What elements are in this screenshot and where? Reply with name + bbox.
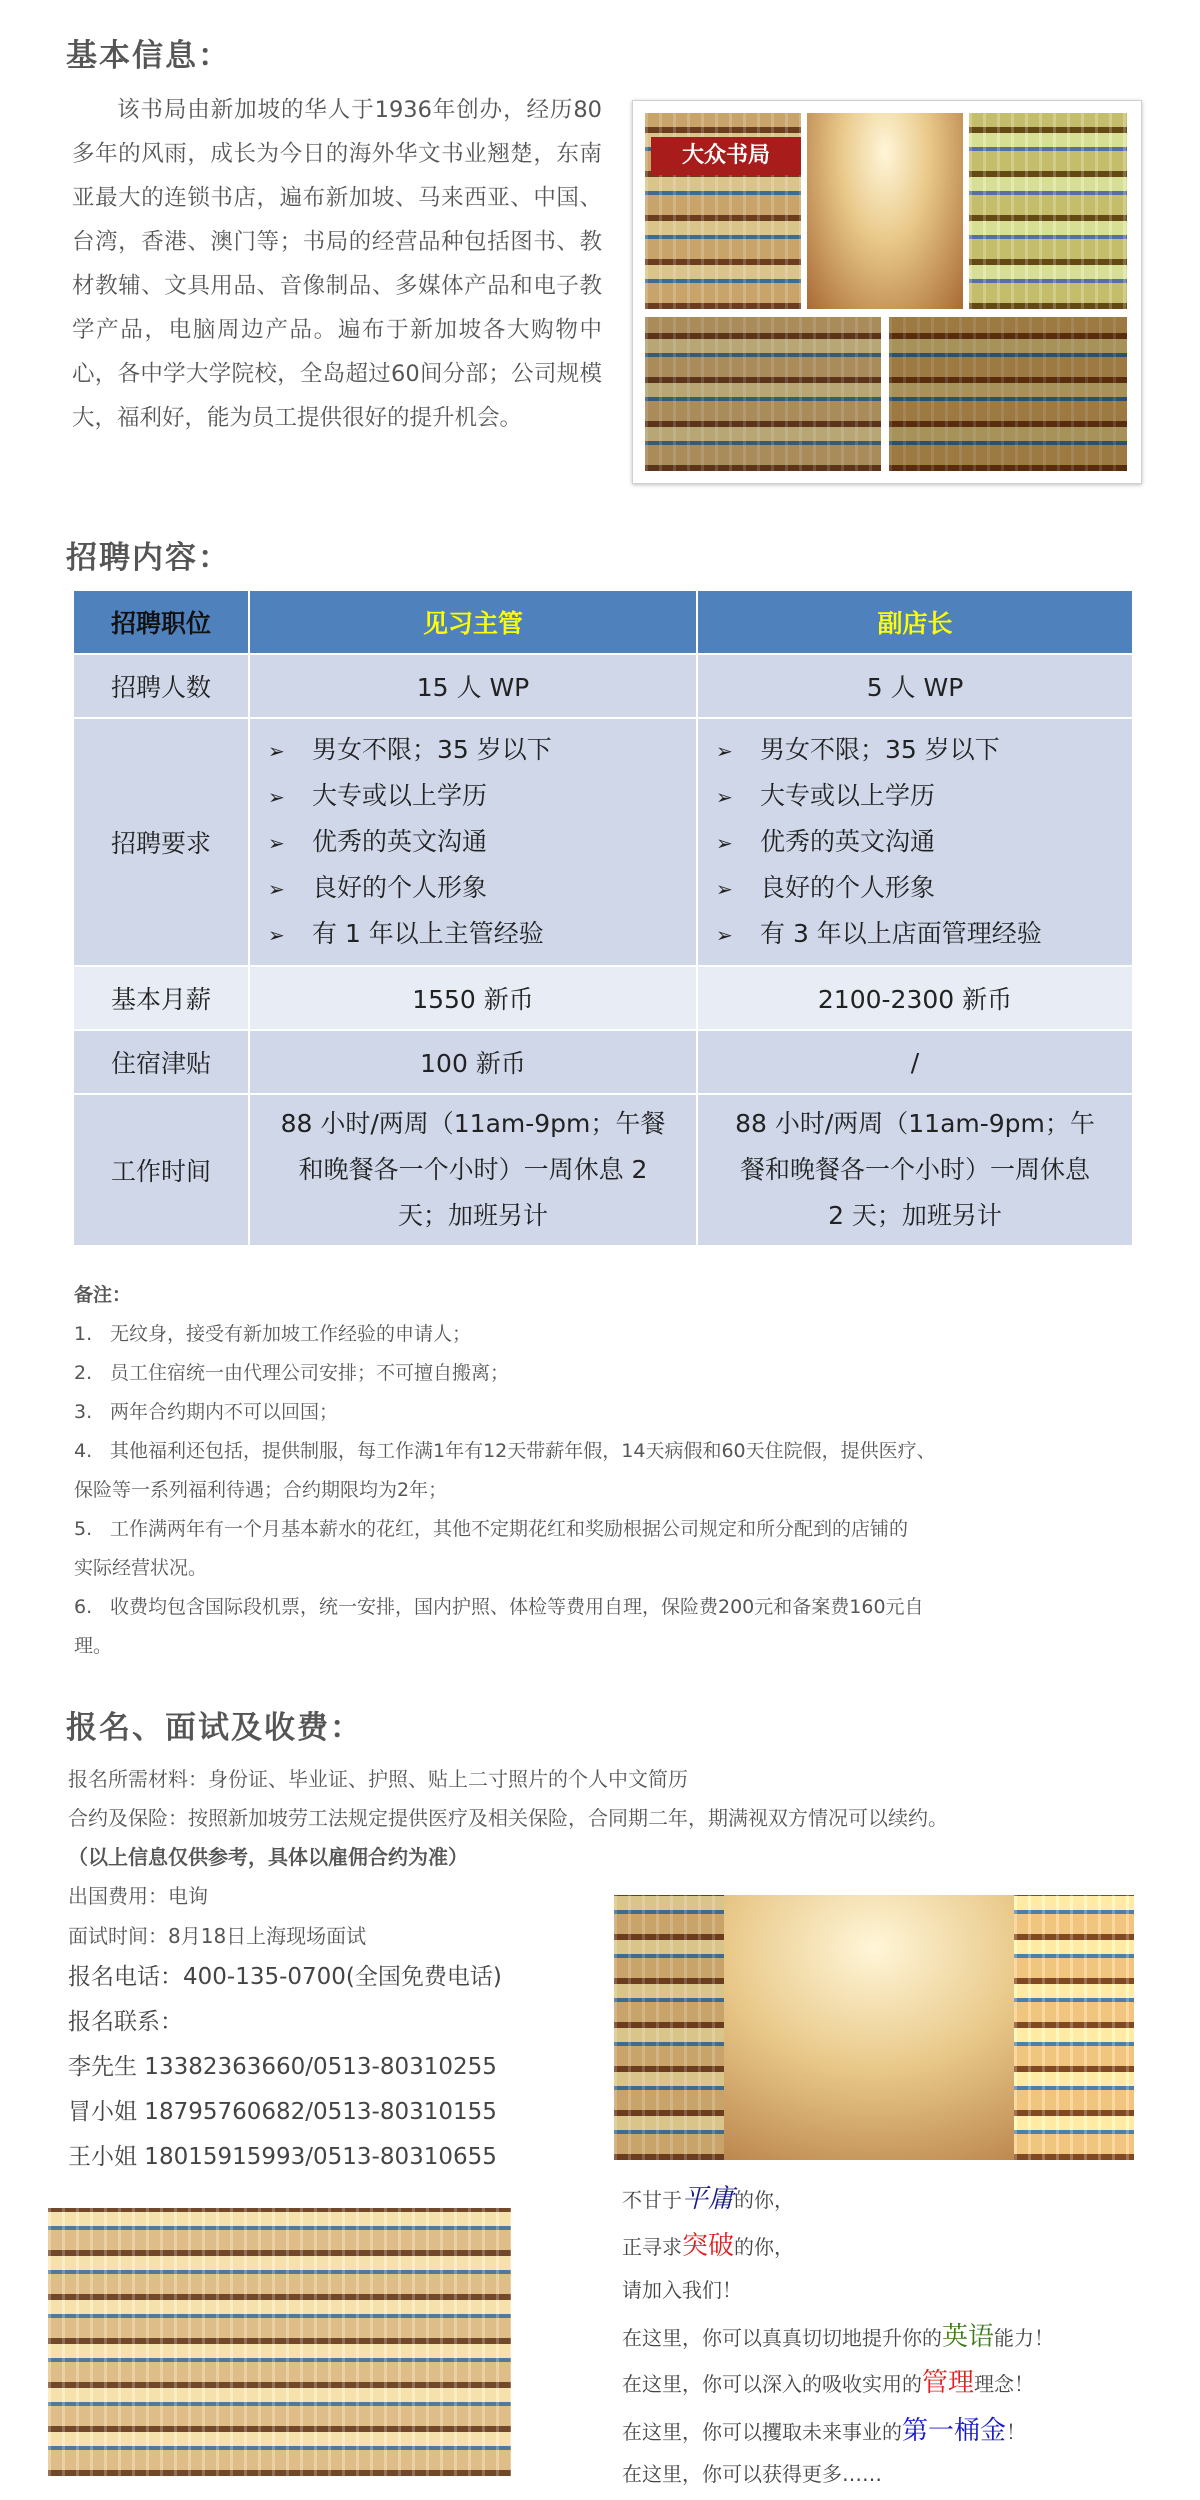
section-title-basic-info: 基本信息：	[66, 38, 231, 74]
list-item: 4. 其他福利还包括，提供制服，每工作满1年有12天带薪年假，14天病假和60天住院假，提供医疗、	[74, 1440, 936, 1462]
table-row-hours	[74, 1095, 1132, 1245]
list-item: ➢ 男女不限；35 岁以下	[268, 727, 696, 773]
slogan-line: 在这里，你可以真真切切地提升你的英语能力！	[622, 2322, 1055, 2352]
table-row-salary	[74, 967, 1132, 1029]
list-item: ➢ 优秀的英文沟通	[716, 819, 1132, 865]
apply-contact-title: 报名联系：	[68, 2009, 183, 2035]
slogan-line: 请加入我们！	[622, 2278, 742, 2302]
list-item: ➢ 优秀的英文沟通	[268, 819, 696, 865]
list-item: ➢ 大专或以上学历	[268, 773, 696, 819]
table-cell: 88 小时/两周（11am-9pm；午 餐和晚餐各一个小时）一周休息 2 天；加班另计	[698, 1095, 1132, 1245]
arrow-bullet-icon: ➢	[268, 877, 285, 901]
notes-title: 备注：	[74, 1284, 132, 1306]
store-photo-collage	[632, 100, 1142, 484]
arrow-bullet-icon: ➢	[716, 831, 733, 855]
requirements-list-a	[250, 719, 696, 965]
apply-cost: 出国费用：电询	[68, 1884, 208, 1908]
store-photo-2	[807, 113, 963, 309]
table-cell: 1550 新币	[250, 967, 696, 1029]
arrow-bullet-icon: ➢	[716, 923, 733, 947]
store-sign-logo: 大众书局	[651, 137, 801, 175]
contact-item: 王小姐 18015915993/0513-80310655	[68, 2144, 497, 2170]
list-item: ➢ 良好的个人形象	[268, 865, 696, 911]
slogan-line: 不甘于平庸的你，	[622, 2184, 795, 2214]
table-cell: 5 人 WP	[698, 655, 1132, 717]
section-title-apply: 报名、面试及收费：	[66, 1710, 363, 1746]
table-row-count	[74, 655, 1132, 717]
table-row-requirements	[74, 719, 1132, 965]
store-photo-1	[645, 113, 801, 309]
store-interior-photo	[614, 1895, 1134, 2160]
table-header-row	[74, 591, 1132, 653]
contact-item: 李先生 13382363660/0513-80310255	[68, 2054, 497, 2080]
header-position: 招聘职位	[74, 591, 248, 653]
apply-disclaimer: （以上信息仅供参考，具体以雇佣合约为准）	[68, 1845, 468, 1869]
list-item: ➢ 有 3 年以上店面管理经验	[716, 911, 1132, 957]
list-item: 5. 工作满两年有一个月基本薪水的花红，其他不定期花红和奖励根据公司规定和所分配到的店铺的	[74, 1518, 909, 1540]
table-cell: 2100-2300 新币	[698, 967, 1132, 1029]
company-intro: 该书局由新加坡的华人于1936年创办，经历80多年的风雨，成长为今日的海外华文书业翘楚，东南亚最大的连锁书店，遍布新加坡、马来西亚、中国、台湾，香港、澳门等；书局的经营品种包括图书、教材教辅、文具用品、音像制品、多媒体产品和电子教学产品，电脑周边产品。遍布于新加坡各大购物中心，各中学大学院校，全岛超过60间分部；公司规模大，福利好，能为员工提供很好的提升机会。	[72, 97, 602, 431]
row-label: 工作时间	[74, 1095, 248, 1245]
arrow-bullet-icon: ➢	[268, 785, 285, 809]
slogan-line: 正寻求突破的你，	[622, 2231, 795, 2261]
arrow-bullet-icon: ➢	[268, 923, 285, 947]
list-item-continued: 实际经营状况。	[74, 1557, 208, 1579]
slogan-line: 在这里，你可以深入的吸收实用的管理理念！	[622, 2368, 1035, 2398]
contact-item: 冒小姐 18795760682/0513-80310155	[68, 2099, 497, 2125]
list-item: ➢ 大专或以上学历	[716, 773, 1132, 819]
table-row-housing	[74, 1031, 1132, 1093]
list-item: 1. 无纹身，接受有新加坡工作经验的申请人；	[74, 1323, 472, 1345]
list-item: 2. 员工住宿统一由代理公司安排；不可擅自搬离；	[74, 1362, 510, 1384]
arrow-bullet-icon: ➢	[716, 739, 733, 763]
row-label: 招聘人数	[74, 655, 248, 717]
list-item: ➢ 有 1 年以上主管经验	[268, 911, 696, 957]
arrow-bullet-icon: ➢	[716, 785, 733, 809]
table-cell: /	[698, 1031, 1132, 1093]
store-photo-4	[645, 317, 881, 471]
row-label: 住宿津贴	[74, 1031, 248, 1093]
list-item-continued: 理。	[74, 1635, 113, 1657]
arrow-bullet-icon: ➢	[268, 739, 285, 763]
header-deputy-manager: 副店长	[698, 591, 1132, 653]
section-title-recruitment: 招聘内容：	[66, 540, 231, 576]
header-trainee-supervisor: 见习主管	[250, 591, 696, 653]
list-item: ➢ 男女不限；35 岁以下	[716, 727, 1132, 773]
apply-phone: 报名电话：400-135-0700(全国免费电话)	[68, 1964, 502, 1990]
apply-materials: 报名所需材料：身份证、毕业证、护照、贴上二寸照片的个人中文简历	[68, 1767, 688, 1791]
requirements-list-b	[698, 719, 1132, 965]
list-item-continued: 保险等一系列福利待遇；合约期限均为2年；	[74, 1479, 448, 1501]
slogan-line: 在这里，你可以获得更多……	[622, 2462, 882, 2486]
table-cell: 15 人 WP	[250, 655, 696, 717]
store-photo-3	[969, 113, 1127, 309]
apply-contract: 合约及保险：按照新加坡劳工法规定提供医疗及相关保险，合同期二年，期满视双方情况可以续约。	[68, 1806, 948, 1830]
apply-interview: 面试时间：8月18日上海现场面试	[68, 1924, 367, 1948]
recruitment-table	[72, 589, 1134, 1247]
list-item: ➢ 良好的个人形象	[716, 865, 1132, 911]
bookstore-customers-photo	[48, 2208, 511, 2476]
table-cell: 100 新币	[250, 1031, 696, 1093]
list-item: 6. 收费均包含国际段机票，统一安排，国内护照、体检等费用自理，保险费200元和备案费160元自	[74, 1596, 924, 1618]
row-label: 招聘要求	[74, 719, 248, 965]
store-photo-5	[889, 317, 1127, 471]
arrow-bullet-icon: ➢	[716, 877, 733, 901]
table-cell: 88 小时/两周（11am-9pm；午餐 和晚餐各一个小时）一周休息 2 天；加班另计	[250, 1095, 696, 1245]
row-label: 基本月薪	[74, 967, 248, 1029]
notes-section	[74, 1275, 1074, 1666]
list-item: 3. 两年合约期内不可以回国；	[74, 1401, 339, 1423]
slogan-line: 在这里，你可以攫取未来事业的第一桶金！	[622, 2416, 1027, 2446]
arrow-bullet-icon: ➢	[268, 831, 285, 855]
